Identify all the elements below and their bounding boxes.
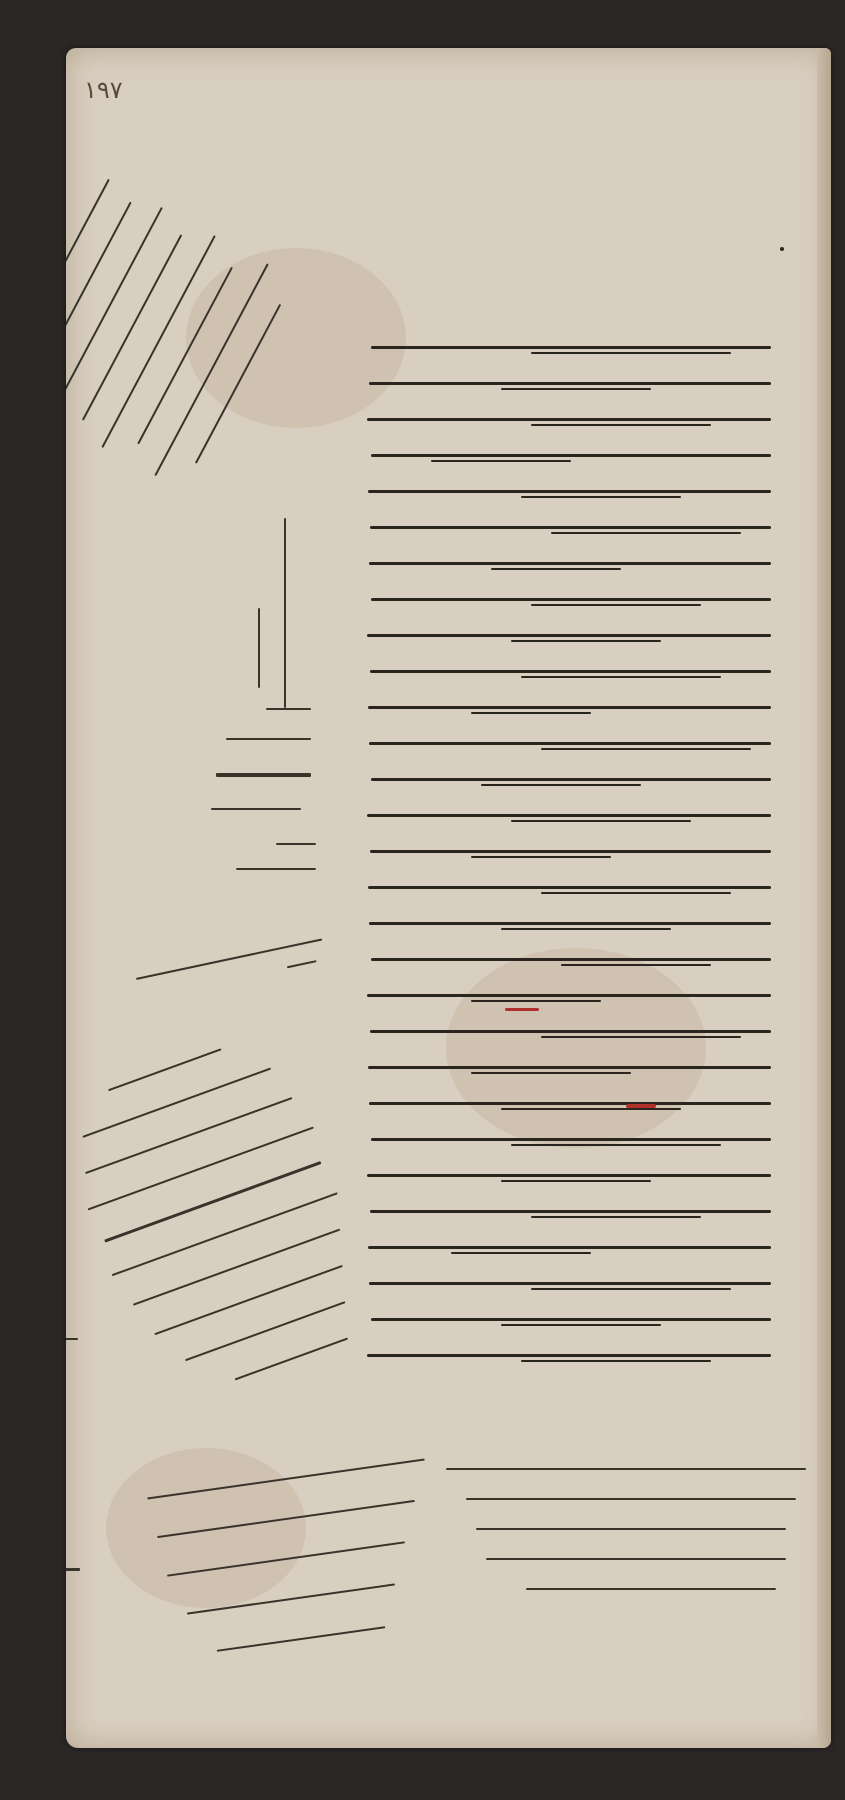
text-line xyxy=(366,806,771,836)
ink-dot xyxy=(780,247,784,251)
manuscript-page xyxy=(66,48,831,1748)
text-line xyxy=(366,1166,771,1196)
text-line xyxy=(366,698,771,728)
text-line xyxy=(366,1238,771,1268)
rubric-mark xyxy=(505,1008,539,1011)
text-line xyxy=(366,878,771,908)
text-line xyxy=(366,770,771,800)
text-line xyxy=(366,914,771,944)
marginal-note-rotated xyxy=(134,929,328,1008)
text-line xyxy=(366,1202,771,1232)
text-line xyxy=(366,1022,771,1052)
text-line xyxy=(366,1346,771,1376)
marginal-note-lower xyxy=(66,1028,400,1448)
rubric-mark xyxy=(626,1104,656,1108)
text-line xyxy=(366,1094,771,1124)
text-line xyxy=(366,950,771,980)
text-line xyxy=(366,842,771,872)
text-line xyxy=(366,734,771,764)
folio-number: ١٩٧ xyxy=(84,76,123,104)
text-line xyxy=(366,1310,771,1340)
page-edge xyxy=(817,48,831,1748)
marginal-note-middle xyxy=(156,708,326,878)
edge-mark xyxy=(66,1338,78,1340)
text-line xyxy=(366,986,771,1016)
text-line xyxy=(366,626,771,656)
marginal-stroke xyxy=(284,518,286,708)
text-line xyxy=(366,1274,771,1304)
text-line xyxy=(366,1058,771,1088)
edge-mark xyxy=(66,1568,80,1571)
marginal-note-bottom xyxy=(146,1468,806,1698)
text-line xyxy=(366,662,771,692)
marginal-stroke xyxy=(258,608,260,688)
text-line xyxy=(366,1130,771,1160)
